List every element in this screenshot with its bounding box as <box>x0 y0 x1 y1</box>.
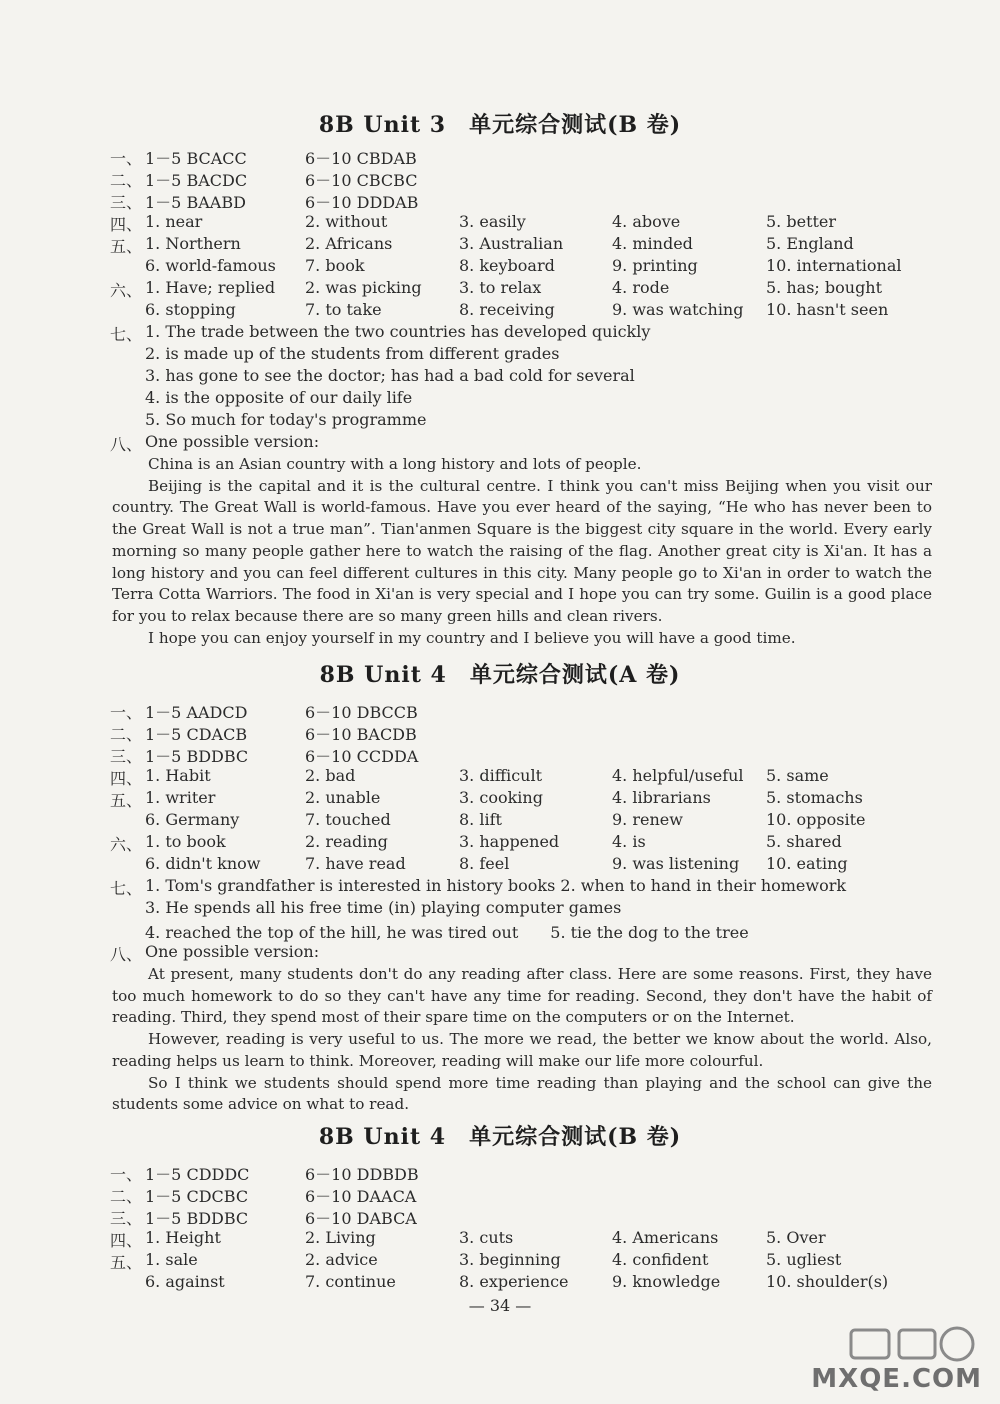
answer-cell: 3. beginning <box>459 1250 561 1269</box>
answer-cell: 1－5 BDDBC <box>145 747 249 766</box>
answer-cell: 6－10 DDDAB <box>305 193 419 212</box>
answer-cell: 2. bad <box>305 766 356 785</box>
answer-cell: 6－10 DAACA <box>305 1187 417 1206</box>
sample-essay-unit4a <box>112 964 932 1116</box>
question-number: 六、 <box>110 835 143 854</box>
answer-cell: 4. above <box>612 212 681 231</box>
answer-cell: 6－10 DDBDB <box>305 1165 419 1184</box>
answer-cell: 9. knowledge <box>612 1272 721 1291</box>
question-number: 七、 <box>110 879 143 898</box>
answer-cell: 10. opposite <box>766 810 866 829</box>
answer-cell: 5. England <box>766 234 854 253</box>
answer-cell: 8. keyboard <box>459 256 555 275</box>
answer-cell: 1. near <box>145 212 203 231</box>
answer-cell: 1. to book <box>145 832 226 851</box>
answer-cell: 9. renew <box>612 810 683 829</box>
question-number: 二、 <box>110 1187 143 1206</box>
answer-cell: 3. Australian <box>459 234 564 253</box>
answer-cell: 2. unable <box>305 788 381 807</box>
question-number: 八、 <box>110 435 143 454</box>
question-number: 三、 <box>110 193 143 212</box>
answer-cell: 1－5 AADCD <box>145 703 248 722</box>
question-number: 二、 <box>110 725 143 744</box>
answer-cell: 6－10 BACDB <box>305 725 417 744</box>
essay-paragraph: So I think we students should spend more time reading than playing and the school can give the students some advice on what to read. <box>112 1073 932 1114</box>
answer-cell: 5. ugliest <box>766 1250 842 1269</box>
answer-cell: 1－5 BAABD <box>145 193 246 212</box>
answer-cell: 1－5 CDACB <box>145 725 248 744</box>
sample-essay-unit3b <box>112 454 932 649</box>
answer-cell: 4. minded <box>612 234 693 253</box>
watermark-text: MXQE.COM <box>811 1364 982 1394</box>
answer-cell: 10. shoulder(s) <box>766 1272 889 1291</box>
answer-cell: 7. continue <box>305 1272 396 1291</box>
translation-answer: 1. Tom's grandfather is interested in history books 2. when to hand in their homework <box>145 876 847 895</box>
answer-cell: 4. is <box>612 832 646 851</box>
answer-cell: 6－10 CBCBC <box>305 171 418 190</box>
answer-cell: 2. without <box>305 212 388 231</box>
essay-label: One possible version: <box>145 432 320 451</box>
answer-cell: 5. has; bought <box>766 278 883 297</box>
section-title-unit4b: 8B Unit 4 单元综合测试(B 卷) <box>318 1124 682 1150</box>
question-number: 五、 <box>110 791 143 810</box>
answer-cell: 1. Northern <box>145 234 241 253</box>
question-number: 五、 <box>110 1253 143 1272</box>
answer-cell: 1－5 CDCBC <box>145 1187 249 1206</box>
answer-cell: 9. was listening <box>612 854 740 873</box>
answer-cell: 3. easily <box>459 212 526 231</box>
question-number: 四、 <box>110 215 143 234</box>
answer-cell: 6. world-famous <box>145 256 276 275</box>
answer-cell: 1. Height <box>145 1228 221 1247</box>
question-number: 一、 <box>110 149 143 168</box>
answer-cell: 1－5 CDDDC <box>145 1165 250 1184</box>
answer-cell: 5. stomachs <box>766 788 863 807</box>
answer-cell: 6－10 CBDAB <box>305 149 417 168</box>
question-number: 二、 <box>110 171 143 190</box>
question-number: 四、 <box>110 769 143 788</box>
essay-paragraph: However, reading is very useful to us. The more we read, the better we know about the world. Also, reading helps us learn to think. Moreover, reading will make our life more colourful. <box>112 1030 932 1070</box>
answer-cell: 1. writer <box>145 788 216 807</box>
answer-cell: 3. difficult <box>459 766 543 785</box>
answer-cell: 6. didn't know <box>145 854 261 873</box>
question-number: 六、 <box>110 281 143 300</box>
answer-cell: 7. book <box>305 256 365 275</box>
answer-cell: 4. confident <box>612 1250 709 1269</box>
answer-cell: 2. was picking <box>305 278 422 297</box>
translation-answer: 2. is made up of the students from different grades <box>145 344 560 363</box>
answer-cell: 8. lift <box>459 810 502 829</box>
answer-cell: 1. sale <box>145 1250 198 1269</box>
answer-cell: 10. eating <box>766 854 848 873</box>
answer-cell: 3. cuts <box>459 1228 514 1247</box>
answer-cell: 7. have read <box>305 854 406 873</box>
essay-label: One possible version: <box>145 942 320 961</box>
essay-paragraph: I hope you can enjoy yourself in my country and I believe you will have a good time. <box>148 628 796 647</box>
watermark-logo <box>807 1324 982 1394</box>
answer-cell: 3. cooking <box>459 788 543 807</box>
answer-cell: 9. printing <box>612 256 698 275</box>
question-number: 四、 <box>110 1231 143 1250</box>
essay-paragraph: China is an Asian country with a long history and lots of people. <box>148 455 642 473</box>
answer-cell: 8. receiving <box>459 300 555 319</box>
answer-cell: 8. experience <box>459 1272 569 1291</box>
answer-cell: 10. hasn't seen <box>766 300 889 319</box>
answer-cell: 1. Have; replied <box>145 278 276 297</box>
question-number: 三、 <box>110 747 143 766</box>
answer-cell: 2. Living <box>305 1228 376 1247</box>
answer-cell: 5. shared <box>766 832 842 851</box>
essay-paragraph: At present, many students don't do any reading after class. Here are some reasons. First, they have too much homework to do so they can't have any time for reading. Second, they don't have the habit of reading. Third, they spend most of their spare time on the computers or on the Internet. <box>112 965 932 1027</box>
answer-cell: 3. to relax <box>459 278 542 297</box>
answer-cell: 1－5 BACDC <box>145 171 248 190</box>
answer-cell: 4. rode <box>612 278 670 297</box>
answer-cell: 5. better <box>766 212 837 231</box>
answer-cell: 1－5 BDDBC <box>145 1209 249 1228</box>
answer-cell: 8. feel <box>459 854 510 873</box>
question-number: 一、 <box>110 703 143 722</box>
answer-cell: 2. Africans <box>305 234 393 253</box>
answer-cell: 4. Americans <box>612 1228 719 1247</box>
answer-cell: 1. Habit <box>145 766 211 785</box>
section-title-unit3b: 8B Unit 3 单元综合测试(B 卷) <box>318 112 682 138</box>
question-number: 三、 <box>110 1209 143 1228</box>
answer-cell: 6. against <box>145 1272 225 1291</box>
answer-cell: 7. touched <box>305 810 391 829</box>
translation-answer: 4. is the opposite of our daily life <box>145 388 413 407</box>
essay-paragraph: Beijing is the capital and it is the cultural centre. I think you can't miss Beijing when you visit our country. The Great Wall is world-famous. Have you ever heard of the saying, “He who has never been to the Great Wall is not a true man”. Tian'anmen Square is the biggest city square in the world. Every early morning so many people gather here to watch the raising of the flag. Another great city is Xi'an. It has a long history and you can feel different cultures in this city. Many people go to Xi'an in order to watch the Terra Cotta Warriors. The food in Xi'an is very special and I hope you can try some. Guilin is a good place for you to relax because there are so many green hills and clean rivers. <box>112 476 932 625</box>
translation-answer: 3. He spends all his free time (in) playing computer games <box>145 898 622 917</box>
answer-cell: 6－10 DBCCB <box>305 703 418 722</box>
answer-cell: 4. librarians <box>612 788 711 807</box>
answer-cell: 1－5 BCACC <box>145 149 247 168</box>
translation-answer: 1. The trade between the two countries has developed quickly <box>145 322 651 341</box>
answer-cell: 6－10 CCDDA <box>305 747 419 766</box>
answer-cell: 4. helpful/useful <box>612 766 744 785</box>
answer-cell: 10. international <box>766 256 902 275</box>
page-number: — 34 — <box>468 1296 532 1315</box>
answer-cell: 2. reading <box>305 832 388 851</box>
question-number: 一、 <box>110 1165 143 1184</box>
answer-cell: 7. to take <box>305 300 382 319</box>
question-number: 五、 <box>110 237 143 256</box>
answer-cell: 6－10 DABCA <box>305 1209 417 1228</box>
answer-cell: 5. same <box>766 766 829 785</box>
question-number: 八、 <box>110 945 143 964</box>
answer-cell: 6. stopping <box>145 300 236 319</box>
translation-answer: 5. So much for today's programme <box>145 410 427 429</box>
answer-cell: 6. Germany <box>145 810 240 829</box>
answer-cell: 5. Over <box>766 1228 826 1247</box>
answer-cell: 2. advice <box>305 1250 378 1269</box>
translation-answer: 4. reached the top of the hill, he was tired out 5. tie the dog to the tree <box>145 923 749 942</box>
answer-cell: 9. was watching <box>612 300 744 319</box>
translation-answer: 3. has gone to see the doctor; has had a bad cold for several <box>145 366 635 385</box>
question-number: 七、 <box>110 325 143 344</box>
section-title-unit4a: 8B Unit 4 单元综合测试(A 卷) <box>319 662 681 688</box>
answer-cell: 3. happened <box>459 832 560 851</box>
